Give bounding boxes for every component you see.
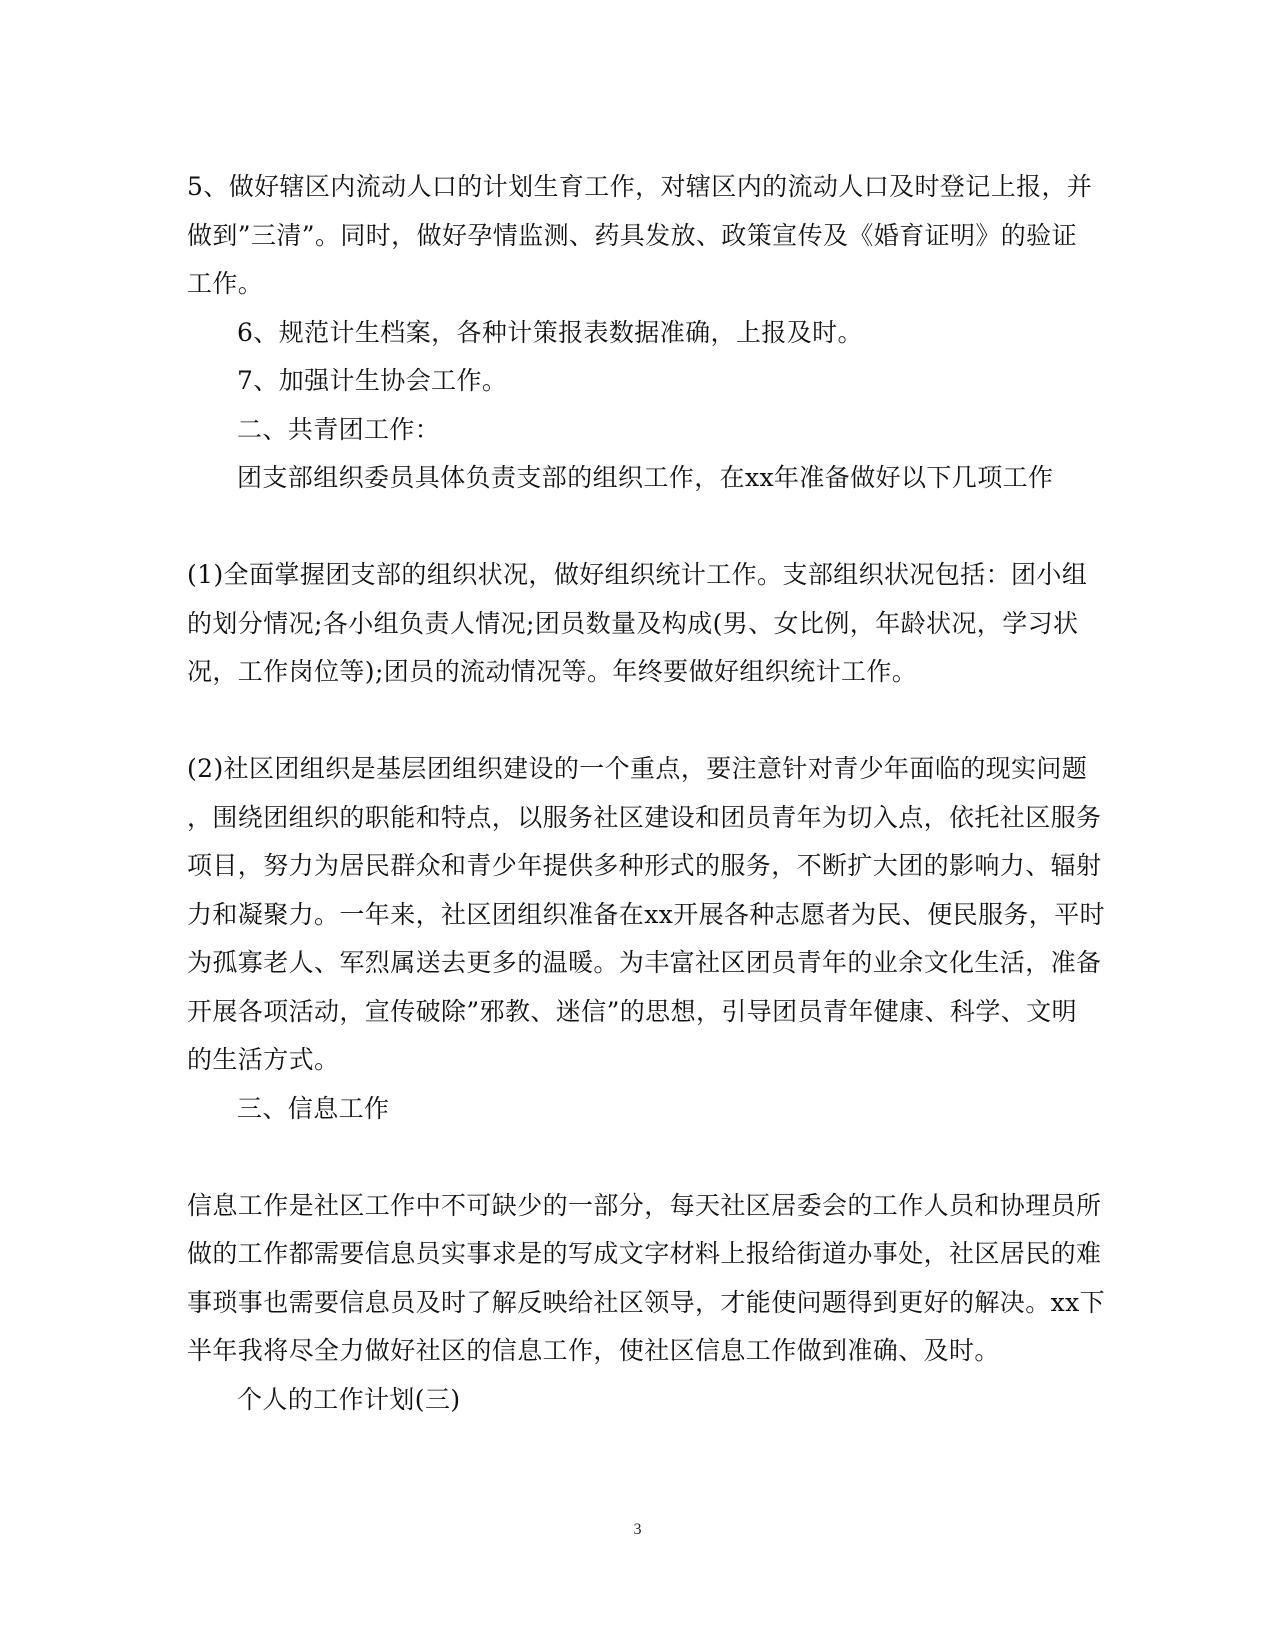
- paragraph-line: (2)社区团组织是基层团组织建设的一个重点，要注意针对青少年面临的现实问题: [187, 754, 1088, 783]
- paragraph-line: 做的工作都需要信息员实事求是的写成文字材料上报给街道办事处，社区居民的难: [187, 1239, 1102, 1268]
- paragraph-line: 项目，努力为居民群众和青少年提供多种形式的服务，不断扩大团的影响力、辐射: [187, 851, 1102, 880]
- section-heading: 个人的工作计划(三): [237, 1384, 461, 1414]
- paragraph-line: 的划分情况;各小组负责人情况;团员数量及构成(男、女比例，年龄状况，学习状: [187, 608, 1079, 638]
- page-number: 3: [633, 1521, 642, 1538]
- paragraph-line: 信息工作是社区工作中不可缺少的一部分，每天社区居委会的工作人员和协理员所: [187, 1190, 1102, 1220]
- paragraph-line: 况，工作岗位等);团员的流动情况等。年终要做好组织统计工作。: [187, 657, 918, 686]
- paragraph-line: ，围绕团组织的职能和特点，以服务社区建设和团员青年为切入点，依托社区服务: [187, 802, 1102, 832]
- paragraph-line: 团支部组织委员具体负责支部的组织工作，在xx年准备做好以下几项工作: [237, 463, 1054, 492]
- paragraph-line: 6、规范计生档案，各种计策报表数据准确，上报及时。: [237, 317, 863, 347]
- paragraph-line: 半年我将尽全力做好社区的信息工作，使社区信息工作做到准确、及时。: [187, 1336, 1000, 1365]
- paragraph-line: 5、做好辖区内流动人口的计划生育工作，对辖区内的流动人口及时登记上报，并: [187, 172, 1093, 201]
- paragraph-line: 的生活方式。: [187, 1045, 340, 1074]
- paragraph-line: 开展各项活动，宣传破除”邪教、迷信”的思想，引导团员青年健康、科学、文明: [187, 996, 1077, 1026]
- paragraph-line: 做到”三清”。同时，做好孕情监测、药具发放、政策宣传及《婚育证明》的验证: [187, 220, 1077, 250]
- paragraph-line: 事琐事也需要信息员及时了解反映给社区领导，才能使问题得到更好的解决。xx下: [187, 1287, 1106, 1317]
- section-heading: 二、共青团工作：: [237, 414, 441, 444]
- paragraph-line: (1)全面掌握团支部的组织状况，做好组织统计工作。支部组织状况包括：团小组: [187, 560, 1088, 589]
- paragraph-line: 工作。: [187, 269, 264, 298]
- paragraph-gap: [187, 1133, 1085, 1182]
- paragraph-gap: [187, 503, 1085, 552]
- document-body: [187, 163, 1106, 1424]
- section-heading: 三、信息工作: [237, 1093, 390, 1123]
- paragraph-gap: [187, 697, 1085, 746]
- paragraph-line: 7、加强计生协会工作。: [237, 366, 508, 395]
- paragraph-line: 力和凝聚力。一年来，社区团组织准备在xx开展各种志愿者为民、便民服务，平时: [187, 899, 1106, 929]
- paragraph-line: 为孤寡老人、军烈属送去更多的温暖。为丰富社区团员青年的业余文化生活，准备: [187, 948, 1102, 977]
